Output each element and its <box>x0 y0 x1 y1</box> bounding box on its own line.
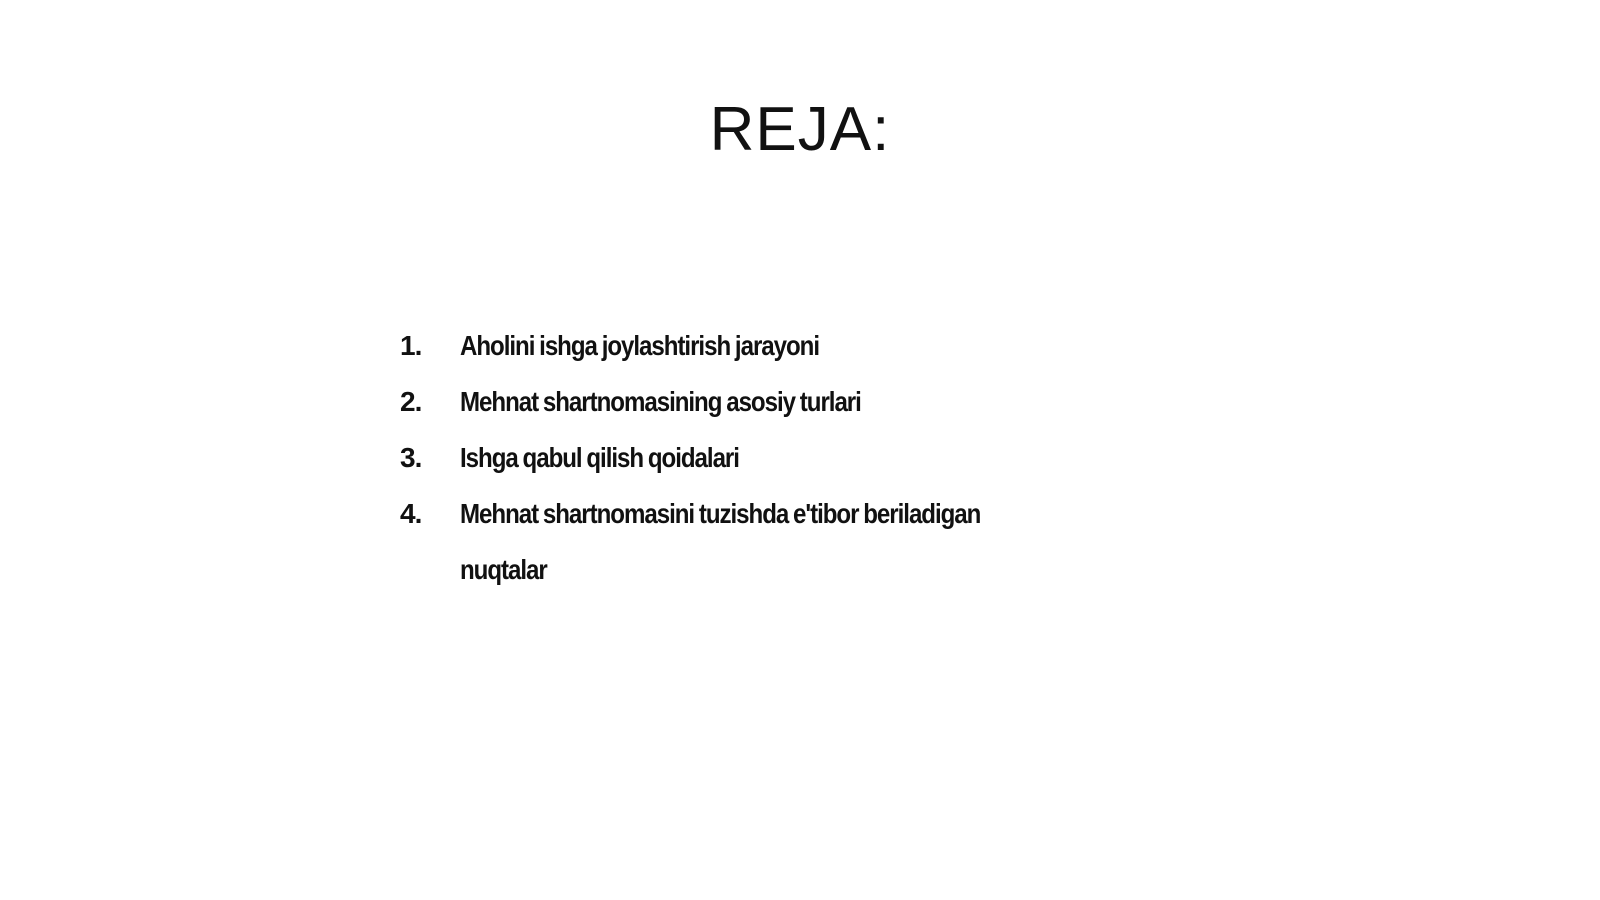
slide-title: REJA: <box>709 95 891 164</box>
list-item-text: Aholini ishga joylashtirish jarayoni <box>460 330 820 361</box>
list-item-number: 3. <box>400 442 422 473</box>
list-item-number: 2. <box>400 386 422 417</box>
list-item-text: Mehnat shartnomasini tuzishda e'tibor beriladigan nuqtalar <box>460 498 981 585</box>
list-item <box>400 318 1100 374</box>
list-item-number: 4. <box>400 498 422 529</box>
plan-list <box>400 318 1100 598</box>
list-item <box>400 430 1100 486</box>
list-item-text: Mehnat shartnomasining asosiy turlari <box>460 386 861 417</box>
list-item-text: Ishga qabul qilish qoidalari <box>460 442 739 473</box>
list-item <box>400 374 1100 430</box>
list-item <box>400 486 1100 598</box>
list-item-number: 1. <box>400 330 422 361</box>
